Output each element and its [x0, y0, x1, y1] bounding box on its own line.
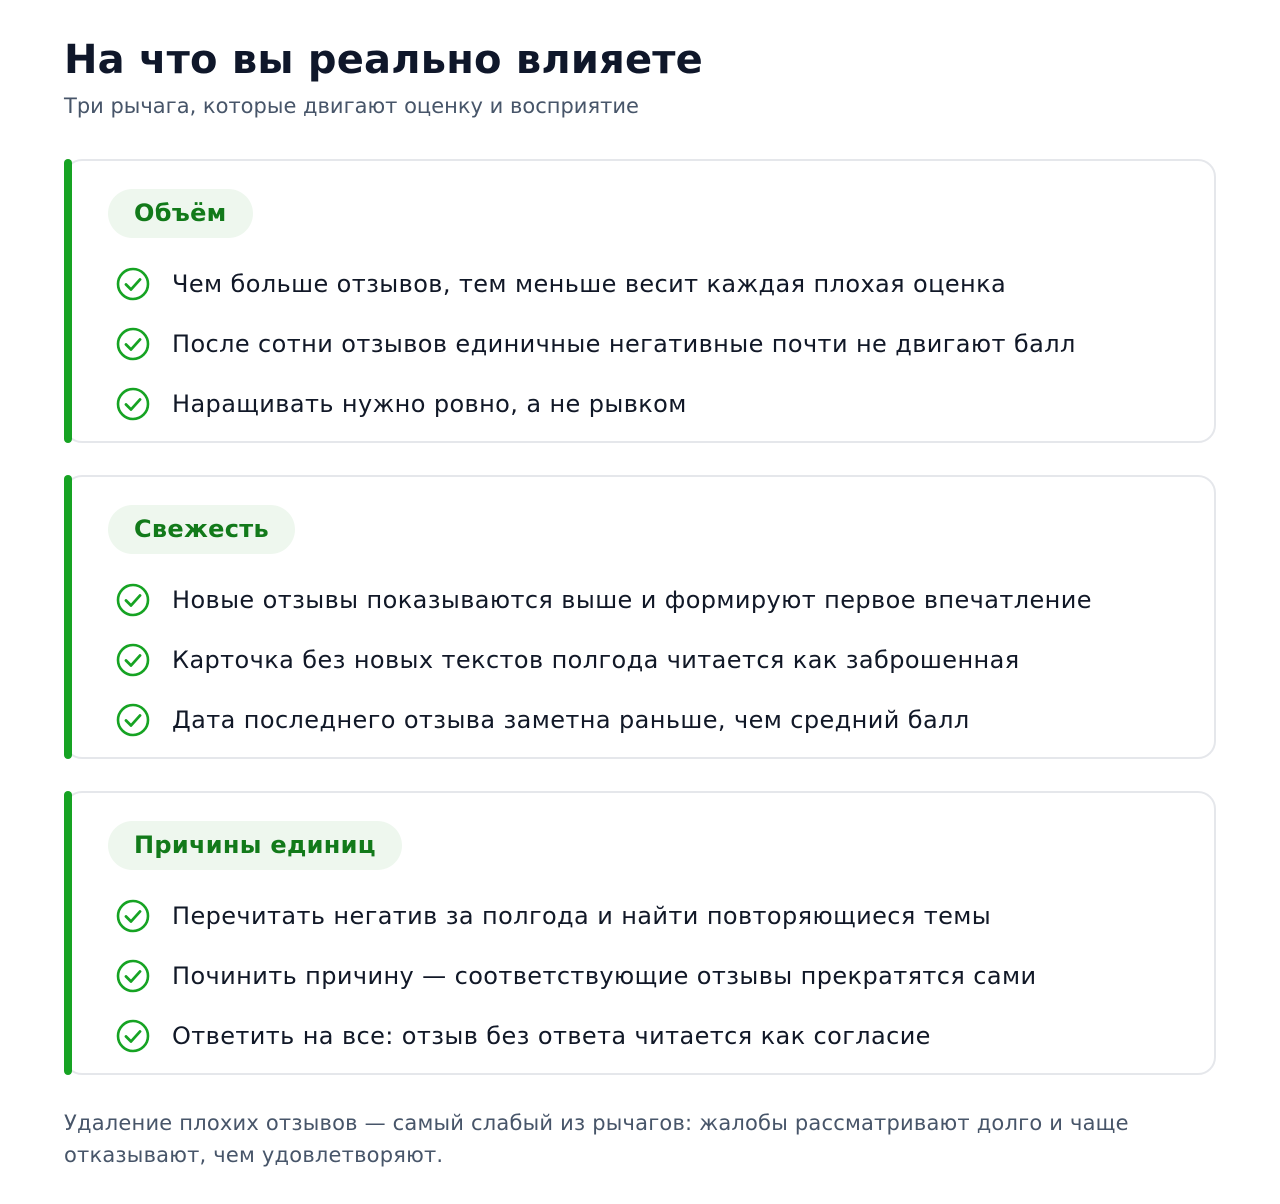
list-item-text: Дата последнего отзыва заметна раньше, чем средний балл	[172, 706, 970, 734]
footer-note: Удаление плохих отзывов — самый слабый из рычагов: жалобы рассматривают долго и чаще отказывают, чем удовлетворяют.	[64, 1111, 1129, 1167]
page-title: На что вы реально влияете	[64, 37, 704, 83]
list-item-text: Ответить на все: отзыв без ответа читается как согласие	[172, 1022, 931, 1050]
list-item-text: Новые отзывы показываются выше и формируют первое впечатление	[172, 586, 1092, 614]
list-item	[108, 630, 1214, 690]
check-circle-icon	[116, 899, 150, 933]
check-circle-icon	[116, 387, 150, 421]
card-label-badge: Причины единиц	[108, 821, 402, 870]
list-item	[108, 374, 1214, 434]
check-circle-icon	[116, 1019, 150, 1053]
card-accent-bar	[64, 159, 72, 443]
check-circle-icon	[116, 703, 150, 737]
list-item-text: Чем больше отзывов, тем меньше весит каждая плохая оценка	[172, 270, 1007, 298]
list-item-text: Карточка без новых текстов полгода читается как заброшенная	[172, 646, 1020, 674]
list-item-text: Перечитать негатив за полгода и найти повторяющиеся темы	[172, 902, 992, 930]
card-accent-bar	[64, 475, 72, 759]
list-item-text: После сотни отзывов единичные негативные почти не двигают балл	[172, 330, 1076, 358]
check-circle-icon	[116, 643, 150, 677]
lever-card-volume	[64, 159, 1216, 443]
list-item	[108, 570, 1214, 630]
list-item	[108, 690, 1214, 750]
card-label-badge: Объём	[108, 189, 253, 238]
check-circle-icon	[116, 583, 150, 617]
list-item-text: Наращивать нужно ровно, а не рывком	[172, 390, 687, 418]
check-circle-icon	[116, 327, 150, 361]
card-label-badge: Свежесть	[108, 505, 295, 554]
lever-card-one-star-causes	[64, 791, 1216, 1075]
page-subtitle: Три рычага, которые двигают оценку и восприятие	[64, 94, 639, 118]
list-item	[108, 254, 1214, 314]
list-item-text: Починить причину — соответствующие отзывы прекратятся сами	[172, 962, 1037, 990]
card-accent-bar	[64, 791, 72, 1075]
card-item-list	[108, 570, 1214, 750]
list-item	[108, 886, 1214, 946]
card-item-list	[108, 254, 1214, 434]
check-circle-icon	[116, 267, 150, 301]
lever-cards	[64, 159, 1216, 1075]
list-item	[108, 1006, 1214, 1066]
lever-card-freshness	[64, 475, 1216, 759]
list-item	[108, 314, 1214, 374]
check-circle-icon	[116, 959, 150, 993]
list-item	[108, 946, 1214, 1006]
card-item-list	[108, 886, 1214, 1066]
